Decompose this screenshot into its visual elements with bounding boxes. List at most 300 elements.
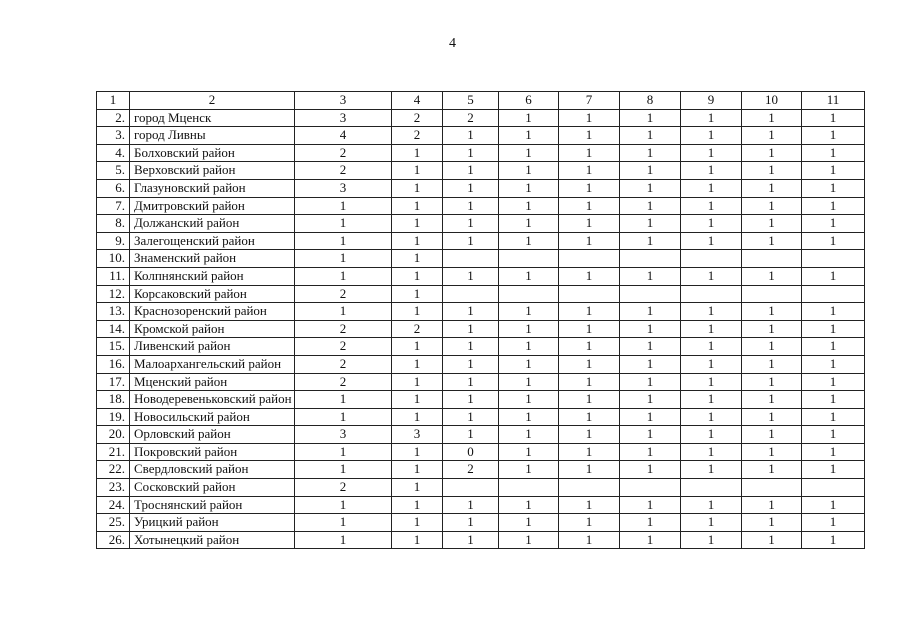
row-number: 20.: [97, 426, 130, 444]
row-number: 5.: [97, 162, 130, 180]
value-cell-col-8: 1: [620, 531, 681, 549]
value-cell-col-9: 1: [681, 232, 742, 250]
row-number: 25.: [97, 514, 130, 532]
district-name: Знаменский район: [130, 250, 295, 268]
value-cell-col-5: 1: [443, 338, 499, 356]
table-row: [97, 144, 865, 162]
district-name: Залегощенский район: [130, 232, 295, 250]
value-cell-col-5: 1: [443, 355, 499, 373]
value-cell-col-4: 1: [392, 514, 443, 532]
value-cell-col-9: 1: [681, 355, 742, 373]
value-cell-col-3: 1: [295, 514, 392, 532]
value-cell-col-9: 1: [681, 144, 742, 162]
row-number: 19.: [97, 408, 130, 426]
value-cell-col-10: 1: [742, 197, 802, 215]
district-name: Глазуновский район: [130, 179, 295, 197]
table-row: [97, 267, 865, 285]
value-cell-col-7: [559, 250, 620, 268]
value-cell-col-3: 1: [295, 408, 392, 426]
value-cell-col-10: [742, 479, 802, 497]
value-cell-col-4: 1: [392, 179, 443, 197]
value-cell-col-3: 2: [295, 285, 392, 303]
district-name: Новосильский район: [130, 408, 295, 426]
value-cell-col-3: 1: [295, 215, 392, 233]
value-cell-col-3: 1: [295, 232, 392, 250]
value-cell-col-11: [802, 285, 865, 303]
value-cell-col-7: 1: [559, 355, 620, 373]
row-number: 15.: [97, 338, 130, 356]
value-cell-col-3: 3: [295, 426, 392, 444]
value-cell-col-6: [499, 479, 559, 497]
table-row: [97, 162, 865, 180]
value-cell-col-10: 1: [742, 373, 802, 391]
value-cell-col-10: 1: [742, 127, 802, 145]
district-name: город Ливны: [130, 127, 295, 145]
value-cell-col-9: 1: [681, 408, 742, 426]
value-cell-col-7: 1: [559, 303, 620, 321]
value-cell-col-4: 1: [392, 461, 443, 479]
row-number: 8.: [97, 215, 130, 233]
value-cell-col-6: 1: [499, 197, 559, 215]
value-cell-col-7: 1: [559, 391, 620, 409]
district-name: Верховский район: [130, 162, 295, 180]
value-cell-col-11: 1: [802, 127, 865, 145]
value-cell-col-4: 1: [392, 355, 443, 373]
district-name: Кромской район: [130, 320, 295, 338]
value-cell-col-6: [499, 250, 559, 268]
district-name: Мценский район: [130, 373, 295, 391]
row-number: 21.: [97, 443, 130, 461]
row-number: 13.: [97, 303, 130, 321]
value-cell-col-10: 1: [742, 338, 802, 356]
value-cell-col-11: 1: [802, 144, 865, 162]
value-cell-col-7: 1: [559, 232, 620, 250]
table-row: [97, 479, 865, 497]
row-number: 3.: [97, 127, 130, 145]
value-cell-col-5: 2: [443, 461, 499, 479]
value-cell-col-6: 1: [499, 391, 559, 409]
value-cell-col-4: 1: [392, 338, 443, 356]
value-cell-col-5: 1: [443, 127, 499, 145]
value-cell-col-11: 1: [802, 373, 865, 391]
district-name: Новодеревеньковский район: [130, 391, 295, 409]
district-name: Краснозоренский район: [130, 303, 295, 321]
value-cell-col-3: 2: [295, 373, 392, 391]
value-cell-col-7: 1: [559, 496, 620, 514]
value-cell-col-9: 1: [681, 109, 742, 127]
table-row: [97, 461, 865, 479]
value-cell-col-9: 1: [681, 531, 742, 549]
page-number: 4: [449, 36, 456, 51]
value-cell-col-10: 1: [742, 179, 802, 197]
value-cell-col-10: [742, 285, 802, 303]
value-cell-col-8: 1: [620, 303, 681, 321]
value-cell-col-4: 2: [392, 109, 443, 127]
value-cell-col-5: 1: [443, 179, 499, 197]
value-cell-col-11: 1: [802, 197, 865, 215]
value-cell-col-9: 1: [681, 373, 742, 391]
value-cell-col-6: 1: [499, 109, 559, 127]
value-cell-col-11: 1: [802, 426, 865, 444]
table-row: [97, 443, 865, 461]
value-cell-col-11: 1: [802, 162, 865, 180]
value-cell-col-5: 1: [443, 162, 499, 180]
value-cell-col-3: 2: [295, 144, 392, 162]
column-header-7: 7: [559, 92, 620, 110]
value-cell-col-7: 1: [559, 443, 620, 461]
value-cell-col-9: 1: [681, 215, 742, 233]
table-row: [97, 232, 865, 250]
value-cell-col-10: 1: [742, 496, 802, 514]
value-cell-col-5: [443, 250, 499, 268]
column-header-8: 8: [620, 92, 681, 110]
value-cell-col-10: 1: [742, 391, 802, 409]
value-cell-col-4: 1: [392, 391, 443, 409]
column-header-4: 4: [392, 92, 443, 110]
column-header-3: 3: [295, 92, 392, 110]
value-cell-col-3: 2: [295, 320, 392, 338]
value-cell-col-7: 1: [559, 408, 620, 426]
value-cell-col-10: 1: [742, 426, 802, 444]
table-row: [97, 303, 865, 321]
district-name: Троснянский район: [130, 496, 295, 514]
table-row: [97, 514, 865, 532]
row-number: 18.: [97, 391, 130, 409]
value-cell-col-9: 1: [681, 391, 742, 409]
table-row: [97, 391, 865, 409]
value-cell-col-6: 1: [499, 496, 559, 514]
value-cell-col-6: 1: [499, 303, 559, 321]
value-cell-col-6: 1: [499, 179, 559, 197]
value-cell-col-8: 1: [620, 391, 681, 409]
value-cell-col-9: 1: [681, 179, 742, 197]
value-cell-col-4: 1: [392, 232, 443, 250]
district-name: город Мценск: [130, 109, 295, 127]
value-cell-col-6: 1: [499, 267, 559, 285]
value-cell-col-7: 1: [559, 320, 620, 338]
table-row: [97, 250, 865, 268]
value-cell-col-6: 1: [499, 408, 559, 426]
value-cell-col-6: 1: [499, 144, 559, 162]
value-cell-col-10: 1: [742, 144, 802, 162]
district-name: Урицкий район: [130, 514, 295, 532]
value-cell-col-3: 1: [295, 496, 392, 514]
table-row: [97, 408, 865, 426]
value-cell-col-7: 1: [559, 162, 620, 180]
value-cell-col-4: 3: [392, 426, 443, 444]
value-cell-col-8: 1: [620, 320, 681, 338]
value-cell-col-4: 1: [392, 267, 443, 285]
value-cell-col-5: 1: [443, 215, 499, 233]
district-name: Свердловский район: [130, 461, 295, 479]
table-row: [97, 355, 865, 373]
value-cell-col-7: 1: [559, 373, 620, 391]
value-cell-col-4: 1: [392, 479, 443, 497]
value-cell-col-3: 1: [295, 391, 392, 409]
row-number: 24.: [97, 496, 130, 514]
value-cell-col-7: 1: [559, 127, 620, 145]
value-cell-col-6: 1: [499, 443, 559, 461]
value-cell-col-11: [802, 250, 865, 268]
value-cell-col-11: 1: [802, 109, 865, 127]
value-cell-col-9: 1: [681, 197, 742, 215]
value-cell-col-8: 1: [620, 215, 681, 233]
value-cell-col-9: 1: [681, 267, 742, 285]
row-number: 6.: [97, 179, 130, 197]
value-cell-col-6: 1: [499, 215, 559, 233]
value-cell-col-9: 1: [681, 443, 742, 461]
column-header-9: 9: [681, 92, 742, 110]
value-cell-col-3: 1: [295, 197, 392, 215]
value-cell-col-4: 2: [392, 127, 443, 145]
row-number: 9.: [97, 232, 130, 250]
value-cell-col-5: 1: [443, 303, 499, 321]
value-cell-col-6: 1: [499, 514, 559, 532]
value-cell-col-11: 1: [802, 391, 865, 409]
value-cell-col-10: 1: [742, 162, 802, 180]
row-number: 10.: [97, 250, 130, 268]
table-row: [97, 320, 865, 338]
value-cell-col-11: 1: [802, 267, 865, 285]
value-cell-col-4: 1: [392, 144, 443, 162]
row-number: 2.: [97, 109, 130, 127]
value-cell-col-6: 1: [499, 461, 559, 479]
value-cell-col-5: 0: [443, 443, 499, 461]
value-cell-col-6: 1: [499, 127, 559, 145]
row-number: 11.: [97, 267, 130, 285]
value-cell-col-6: 1: [499, 338, 559, 356]
district-name: Ливенский район: [130, 338, 295, 356]
value-cell-col-5: [443, 479, 499, 497]
value-cell-col-3: 1: [295, 443, 392, 461]
column-header-5: 5: [443, 92, 499, 110]
table-row: [97, 338, 865, 356]
value-cell-col-4: 1: [392, 531, 443, 549]
table-row: [97, 197, 865, 215]
value-cell-col-9: [681, 479, 742, 497]
value-cell-col-5: 1: [443, 496, 499, 514]
column-header-1: 1: [97, 92, 130, 110]
value-cell-col-10: 1: [742, 408, 802, 426]
value-cell-col-7: 1: [559, 144, 620, 162]
value-cell-col-5: 1: [443, 232, 499, 250]
value-cell-col-5: 1: [443, 514, 499, 532]
table-row: [97, 373, 865, 391]
value-cell-col-8: 1: [620, 197, 681, 215]
table-row: [97, 179, 865, 197]
value-cell-col-8: [620, 250, 681, 268]
value-cell-col-8: 1: [620, 373, 681, 391]
value-cell-col-10: 1: [742, 355, 802, 373]
value-cell-col-7: 1: [559, 426, 620, 444]
value-cell-col-11: 1: [802, 514, 865, 532]
value-cell-col-3: 1: [295, 303, 392, 321]
value-cell-col-5: 1: [443, 320, 499, 338]
header-row: [97, 92, 865, 110]
value-cell-col-11: 1: [802, 496, 865, 514]
value-cell-col-4: 1: [392, 443, 443, 461]
district-name: Колпнянский район: [130, 267, 295, 285]
value-cell-col-10: 1: [742, 303, 802, 321]
value-cell-col-5: 1: [443, 144, 499, 162]
value-cell-col-11: 1: [802, 338, 865, 356]
row-number: 22.: [97, 461, 130, 479]
value-cell-col-7: 1: [559, 215, 620, 233]
value-cell-col-11: 1: [802, 408, 865, 426]
value-cell-col-10: 1: [742, 531, 802, 549]
value-cell-col-9: 1: [681, 426, 742, 444]
value-cell-col-10: 1: [742, 461, 802, 479]
district-name: Покровский район: [130, 443, 295, 461]
value-cell-col-5: 1: [443, 408, 499, 426]
value-cell-col-10: [742, 250, 802, 268]
value-cell-col-8: 1: [620, 144, 681, 162]
district-name: Хотынецкий район: [130, 531, 295, 549]
value-cell-col-5: 1: [443, 426, 499, 444]
value-cell-col-10: 1: [742, 320, 802, 338]
value-cell-col-5: 1: [443, 267, 499, 285]
value-cell-col-3: 1: [295, 531, 392, 549]
value-cell-col-6: 1: [499, 320, 559, 338]
row-number: 17.: [97, 373, 130, 391]
value-cell-col-7: 1: [559, 197, 620, 215]
value-cell-col-9: 1: [681, 338, 742, 356]
district-name: Орловский район: [130, 426, 295, 444]
value-cell-col-8: 1: [620, 426, 681, 444]
value-cell-col-9: 1: [681, 320, 742, 338]
value-cell-col-9: 1: [681, 127, 742, 145]
value-cell-col-9: 1: [681, 461, 742, 479]
column-header-2: 2: [130, 92, 295, 110]
value-cell-col-3: 2: [295, 162, 392, 180]
value-cell-col-11: 1: [802, 443, 865, 461]
value-cell-col-5: 2: [443, 109, 499, 127]
table-body: [97, 109, 865, 549]
value-cell-col-9: 1: [681, 496, 742, 514]
value-cell-col-3: 3: [295, 109, 392, 127]
value-cell-col-7: 1: [559, 461, 620, 479]
value-cell-col-5: [443, 285, 499, 303]
row-number: 7.: [97, 197, 130, 215]
value-cell-col-3: 1: [295, 461, 392, 479]
value-cell-col-4: 2: [392, 320, 443, 338]
value-cell-col-7: [559, 285, 620, 303]
value-cell-col-10: 1: [742, 232, 802, 250]
value-cell-col-10: 1: [742, 443, 802, 461]
district-name: Дмитровский район: [130, 197, 295, 215]
value-cell-col-9: 1: [681, 162, 742, 180]
row-number: 4.: [97, 144, 130, 162]
table-row: [97, 127, 865, 145]
value-cell-col-7: [559, 479, 620, 497]
value-cell-col-7: 1: [559, 531, 620, 549]
value-cell-col-9: 1: [681, 303, 742, 321]
table-row: [97, 531, 865, 549]
value-cell-col-7: 1: [559, 514, 620, 532]
value-cell-col-8: 1: [620, 355, 681, 373]
value-cell-col-3: 1: [295, 250, 392, 268]
value-cell-col-8: 1: [620, 232, 681, 250]
row-number: 14.: [97, 320, 130, 338]
value-cell-col-11: 1: [802, 179, 865, 197]
value-cell-col-4: 1: [392, 197, 443, 215]
value-cell-col-4: 1: [392, 496, 443, 514]
column-header-10: 10: [742, 92, 802, 110]
value-cell-col-6: 1: [499, 426, 559, 444]
value-cell-col-11: 1: [802, 461, 865, 479]
value-cell-col-8: 1: [620, 514, 681, 532]
value-cell-col-6: 1: [499, 355, 559, 373]
value-cell-col-8: 1: [620, 461, 681, 479]
value-cell-col-8: 1: [620, 338, 681, 356]
value-cell-col-4: 1: [392, 303, 443, 321]
value-cell-col-5: 1: [443, 391, 499, 409]
value-cell-col-5: 1: [443, 373, 499, 391]
value-cell-col-3: 1: [295, 267, 392, 285]
value-cell-col-6: 1: [499, 162, 559, 180]
value-cell-col-4: 1: [392, 408, 443, 426]
value-cell-col-8: 1: [620, 162, 681, 180]
value-cell-col-3: 2: [295, 355, 392, 373]
table-header: [97, 92, 865, 110]
value-cell-col-8: 1: [620, 408, 681, 426]
district-name: Малоархангельский район: [130, 355, 295, 373]
table-row: [97, 215, 865, 233]
value-cell-col-6: [499, 285, 559, 303]
value-cell-col-4: 1: [392, 162, 443, 180]
value-cell-col-6: 1: [499, 232, 559, 250]
value-cell-col-9: [681, 285, 742, 303]
value-cell-col-5: 1: [443, 531, 499, 549]
value-cell-col-7: 1: [559, 179, 620, 197]
value-cell-col-9: 1: [681, 514, 742, 532]
value-cell-col-8: 1: [620, 109, 681, 127]
district-name: Сосковский район: [130, 479, 295, 497]
value-cell-col-8: 1: [620, 496, 681, 514]
value-cell-col-8: 1: [620, 443, 681, 461]
table-row: [97, 285, 865, 303]
row-number: 16.: [97, 355, 130, 373]
value-cell-col-11: [802, 479, 865, 497]
value-cell-col-11: 1: [802, 355, 865, 373]
value-cell-col-3: 3: [295, 179, 392, 197]
value-cell-col-4: 1: [392, 215, 443, 233]
value-cell-col-8: 1: [620, 267, 681, 285]
value-cell-col-10: 1: [742, 215, 802, 233]
row-number: 26.: [97, 531, 130, 549]
value-cell-col-3: 2: [295, 338, 392, 356]
value-cell-col-11: 1: [802, 320, 865, 338]
value-cell-col-11: 1: [802, 232, 865, 250]
value-cell-col-10: 1: [742, 514, 802, 532]
value-cell-col-11: 1: [802, 531, 865, 549]
value-cell-col-8: 1: [620, 127, 681, 145]
value-cell-col-10: 1: [742, 267, 802, 285]
value-cell-col-6: 1: [499, 531, 559, 549]
value-cell-col-5: 1: [443, 197, 499, 215]
value-cell-col-9: [681, 250, 742, 268]
value-cell-col-11: 1: [802, 303, 865, 321]
column-header-6: 6: [499, 92, 559, 110]
value-cell-col-3: 2: [295, 479, 392, 497]
column-header-11: 11: [802, 92, 865, 110]
value-cell-col-3: 4: [295, 127, 392, 145]
value-cell-col-4: 1: [392, 373, 443, 391]
value-cell-col-10: 1: [742, 109, 802, 127]
district-name: Корсаковский район: [130, 285, 295, 303]
value-cell-col-8: 1: [620, 179, 681, 197]
value-cell-col-4: 1: [392, 250, 443, 268]
